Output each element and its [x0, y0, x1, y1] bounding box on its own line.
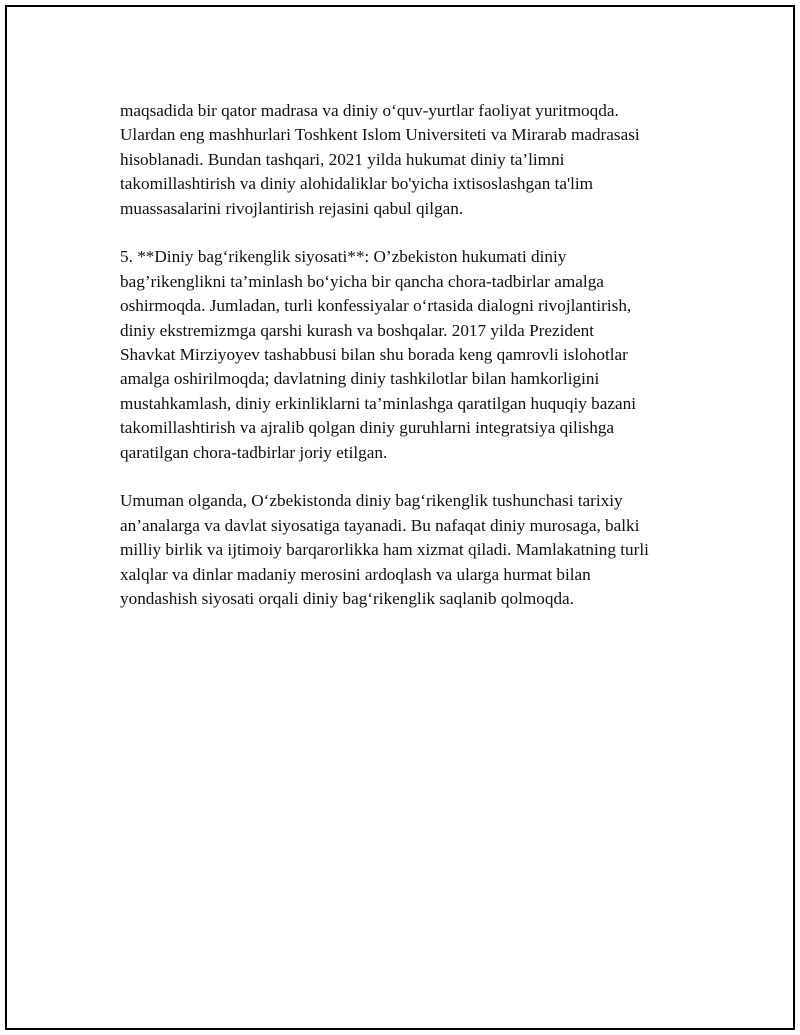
text-line: 5. **Diniy bag‘rikenglik siyosati**: O’zbekiston hukumati diniy: [120, 247, 567, 267]
text-line: milliy birlik va ijtimoiy barqarorlikka ham xizmat qiladi. Mamlakatning turli: [120, 540, 649, 560]
paragraph-tolerance-policy: [120, 245, 710, 465]
text-line: maqsadida bir qator madrasa va diniy o‘quv-yurtlar faoliyat yuritmoqda.: [120, 101, 619, 120]
text-line: qaratilgan chora-tadbirlar joriy etilgan.: [120, 442, 388, 462]
text-line: takomillashtirish va ajralib qolgan diniy guruhlarni integratsiya qilishga: [120, 418, 615, 438]
text-line: hisoblanadi. Bundan tashqari, 2021 yilda hukumat diniy ta’limni: [120, 149, 565, 169]
text-line: diniy ekstremizmga qarshi kurash va boshqalar. 2017 yilda Prezident: [120, 320, 594, 340]
paragraph-conclusion: [120, 489, 710, 611]
text-line: Ulardan eng mashhurlari Toshkent Islom Universiteti va Mirarab madrasasi: [120, 125, 640, 145]
text-line: muassasalarini rivojlantirish rejasini qabul qilgan.: [120, 198, 464, 218]
page-frame: [5, 5, 795, 1030]
document-body: [120, 99, 710, 636]
text-line: oshirmoqda. Jumladan, turli konfessiyalar o‘rtasida dialogni rivojlantirish,: [120, 296, 632, 316]
text-line: yondashish siyosati orqali diniy bag‘rikenglik saqlanib qolmoqda.: [120, 589, 574, 609]
paragraph-madrasa: [120, 99, 710, 221]
text-line: Umuman olganda, O‘zbekistonda diniy bag‘rikenglik tushunchasi tarixiy: [120, 491, 623, 511]
text-line: bag’rikenglikni ta’minlash bo‘yicha bir qancha chora-tadbirlar amalga: [120, 271, 604, 291]
text-line: an’analarga va davlat siyosatiga tayanadi. Bu nafaqat diniy murosaga, balki: [120, 515, 640, 535]
text-line: amalga oshirilmoqda; davlatning diniy tashkilotlar bilan hamkorligini: [120, 369, 600, 389]
text-line: takomillashtirish va diniy alohidaliklar bo'yicha ixtisoslashgan ta'lim: [120, 174, 594, 194]
text-line: xalqlar va dinlar madaniy merosini ardoqlash va ularga hurmat bilan: [120, 564, 591, 584]
text-line: mustahkamlash, diniy erkinliklarni ta’minlashga qaratilgan huquqiy bazani: [120, 393, 636, 413]
text-line: Shavkat Mirziyoyev tashabbusi bilan shu borada keng qamrovli islohotlar: [120, 345, 628, 365]
